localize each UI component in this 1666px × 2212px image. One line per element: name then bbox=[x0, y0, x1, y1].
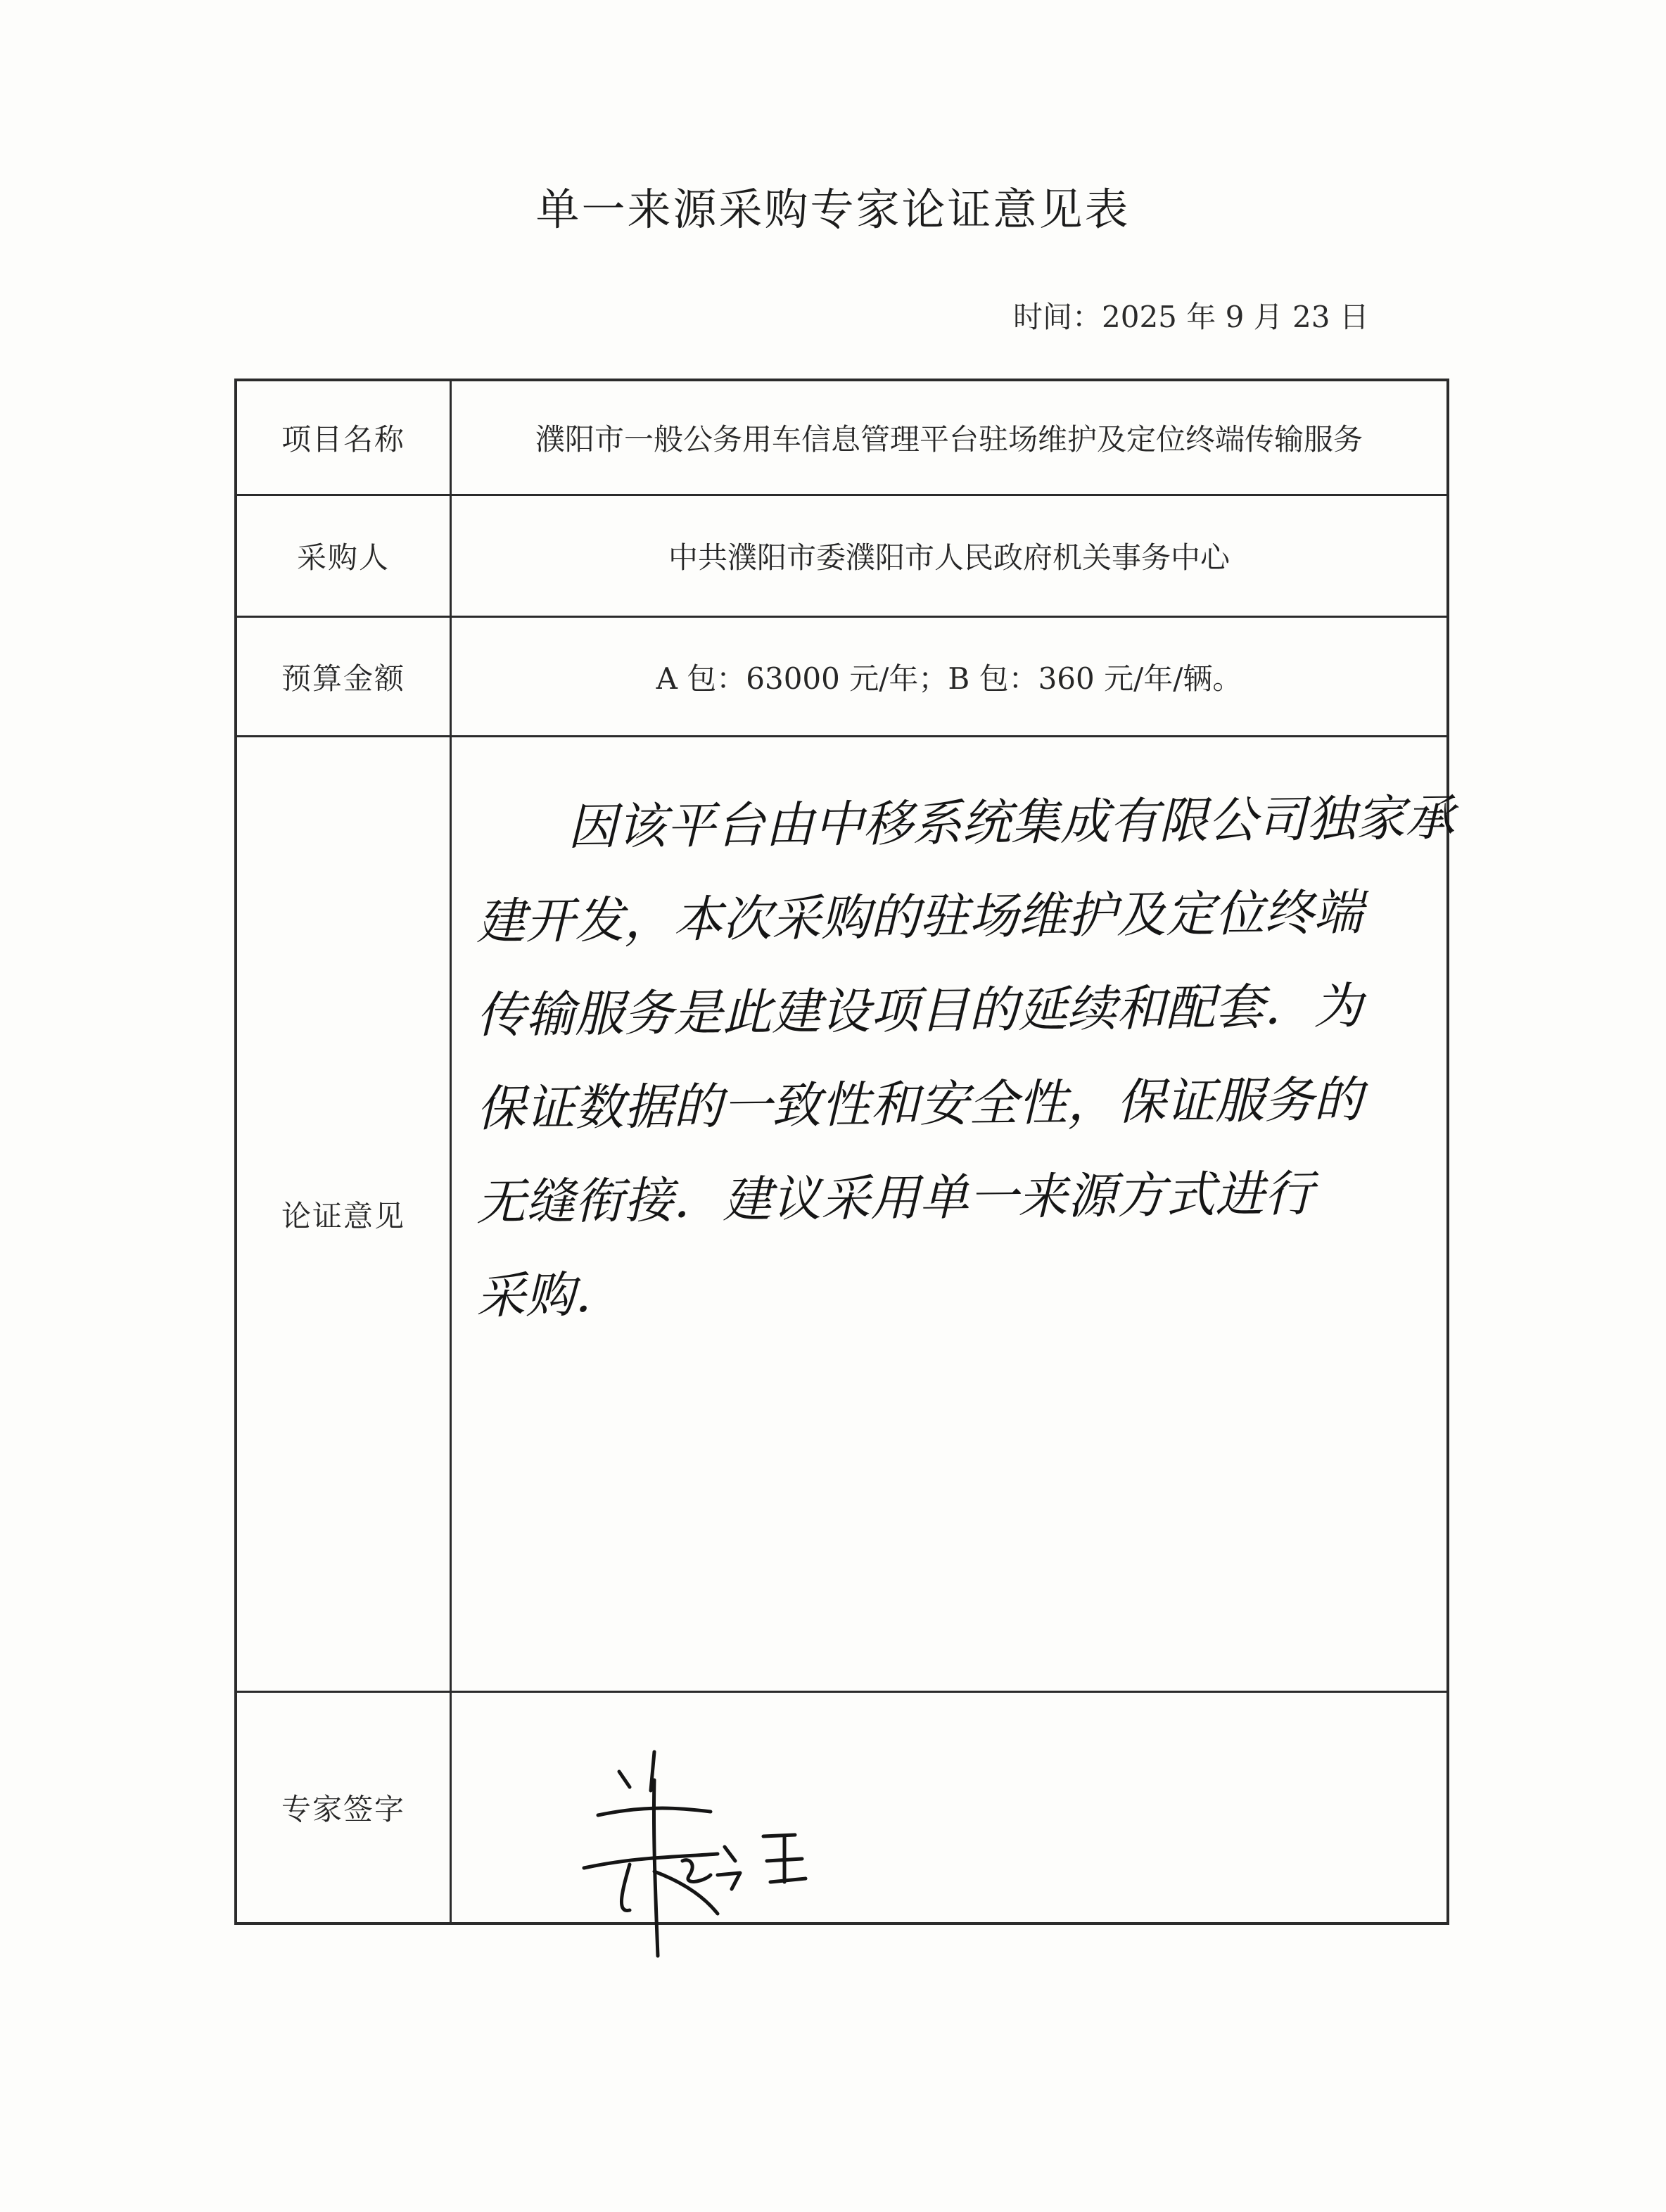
row-budget bbox=[237, 618, 1446, 737]
date-label: 时间： bbox=[1013, 300, 1102, 334]
row-purchaser bbox=[237, 496, 1446, 618]
date-line bbox=[1013, 294, 1379, 336]
handwritten-opinion bbox=[476, 777, 1455, 1338]
opinion-line: 建开发，本次采购的驻场维护及定位终端 bbox=[476, 883, 1363, 951]
project-name-value: 濮阳市一般公务用车信息管理平台驻场维护及定位终端传输服务 bbox=[535, 422, 1363, 457]
date-value: 2025 年 9 月 23 日 bbox=[1102, 300, 1369, 334]
row-project-name bbox=[237, 381, 1446, 496]
opinion-line: 传输服务是此建设项目的延续和配套．为 bbox=[476, 977, 1363, 1045]
opinion-line: 因该平台由中移系统集成有限公司独家承 bbox=[567, 789, 1455, 856]
opinion-label: 论证意见 bbox=[237, 737, 452, 1691]
signature-label: 专家签字 bbox=[237, 1693, 452, 1922]
opinion-line: 无缝衔接．建议采用单一来源方式进行 bbox=[476, 1164, 1314, 1232]
project-name-label: 项目名称 bbox=[237, 381, 452, 494]
budget-value: A 包：63000 元/年；B 包：360 元/年/辆。 bbox=[656, 661, 1242, 696]
expert-signature bbox=[352, 1738, 844, 1963]
page-title: 单一来源采购专家论证意见表 bbox=[535, 184, 1131, 235]
opinion-line: 保证数据的一致性和安全性，保证服务的 bbox=[476, 1070, 1363, 1138]
budget-label: 预算金额 bbox=[237, 618, 452, 735]
purchaser-label: 采购人 bbox=[237, 496, 452, 616]
opinion-line: 采购． bbox=[476, 1265, 625, 1326]
purchaser-value: 中共濮阳市委濮阳市人民政府机关事务中心 bbox=[668, 540, 1230, 575]
row-opinion bbox=[237, 737, 1455, 1693]
opinion-form-table bbox=[234, 379, 1455, 1925]
